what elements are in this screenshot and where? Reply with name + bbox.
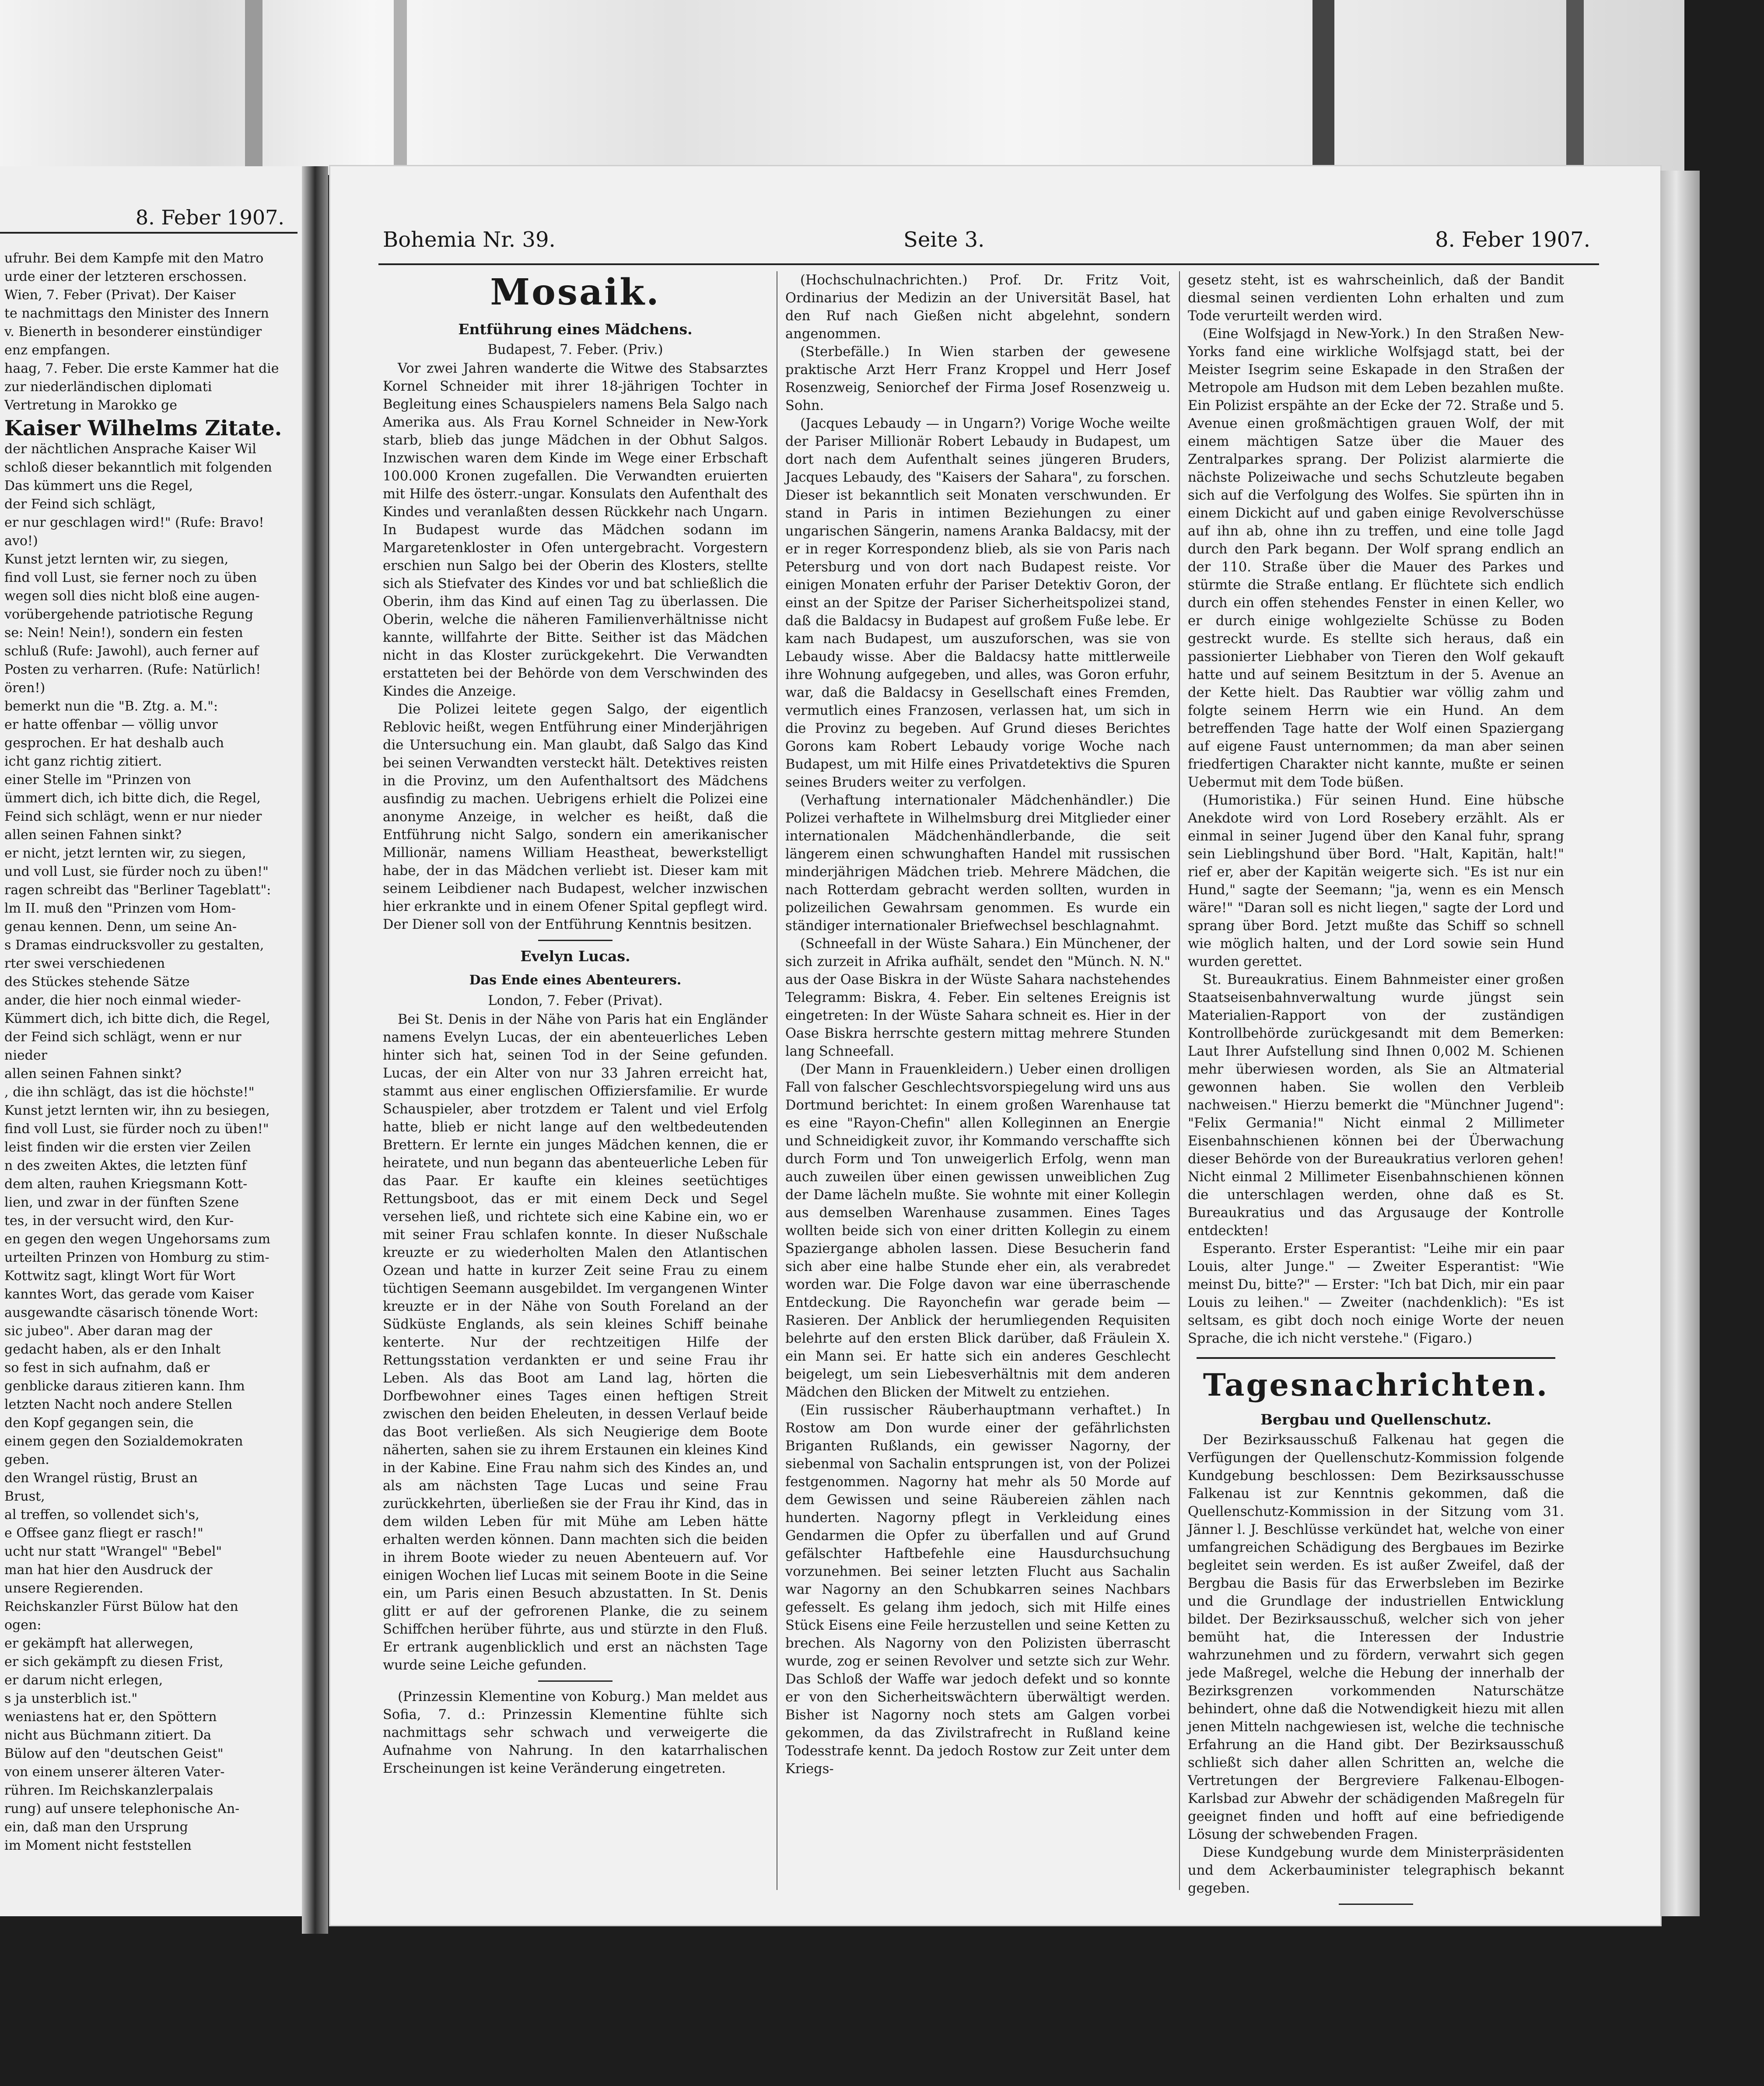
left-page-line: einem gegen den Sozialdemokraten	[4, 1434, 243, 1449]
article-separator	[1339, 1904, 1413, 1905]
left-page-top-lines	[4, 249, 284, 415]
left-page-line: gedacht haben, als er den Inhalt	[4, 1342, 221, 1357]
left-page-line: nicht aus Büchmann zitiert. Da	[4, 1728, 211, 1743]
left-page-line: ausgewandte cäsarisch tönende Wort:	[4, 1305, 259, 1320]
left-page-line: ümmert dich, ich bitte dich, die Regel,	[4, 791, 261, 806]
page-header	[383, 228, 1590, 254]
background-stripe	[1566, 0, 1584, 175]
left-page-line: ein, daß man den Ursprung	[4, 1820, 188, 1835]
article-paragraph: Diese Kundgebung wurde dem Ministerpräsidenten und dem Ackerbauminister telegraphisch bekannt gegeben.	[1188, 1845, 1564, 1896]
left-page-line: s ja unsterblich ist."	[4, 1691, 138, 1706]
left-page-line: er nur geschlagen wird!" (Rufe: Bravo!	[4, 515, 264, 530]
article-heading: Bergbau und Quellenschutz.	[1260, 1411, 1491, 1428]
left-page-line: er gekämpft hat allerwegen,	[4, 1636, 194, 1651]
left-page-line: Reichskanzler Fürst Bülow hat den	[4, 1599, 238, 1614]
left-page-line: rühren. Im Reichskanzlerpalais	[4, 1783, 214, 1798]
left-page-line: gesprochen. Er hat deshalb auch	[4, 735, 224, 751]
left-page-line: letzten Nacht noch andere Stellen	[4, 1397, 233, 1412]
left-page-line: lm II. muß den "Prinzen vom Hom-	[4, 901, 236, 916]
left-facing-page	[0, 166, 315, 1916]
column-3	[1188, 271, 1564, 1911]
section-title-tagesnachrichten: Tagesnachrichten.	[1203, 1367, 1549, 1403]
background-stripe	[394, 0, 407, 175]
left-page-line: te nachmittags den Minister des Innern	[4, 306, 269, 321]
left-page-line: Bülow auf den "deutschen Geist"	[4, 1746, 224, 1761]
left-page-line: der Feind sich schlägt, wenn er nur	[4, 1029, 242, 1045]
left-page-line: sic jubeo". Aber daran mag der	[4, 1323, 212, 1339]
left-page-line: ogen:	[4, 1617, 42, 1633]
left-page-line: en gegen den wegen Ungehorsams zum	[4, 1232, 270, 1247]
article-paragraph: (Humoristika.) Für seinen Hund. Eine hübsche Anekdote wird von Lord Rosebery erzählt. Als er einmal in seiner Jugend über den Kanal fuhr, sprang sein Lieblingshund über Bord. "Halt, Kapitän, halt!" rief er, aber der Kapitän weigerte sich. "Es ist nur ein Hund," sagte der Seemann; "ja, wenn es ein Mensch wäre!" "Daran soll es nicht liegen," sagte der Lord und sprang über Bord. Jetzt mußte das Schiff so schnell wie möglich halten, und der Lord sowie sein Hund wurden gerettet.	[1188, 793, 1564, 970]
article-paragraph: (Der Mann in Frauenkleidern.) Ueber einen drolligen Fall von falscher Geschlechtsvorspiegelung wird uns aus Dortmund berichtet: In einem großen Warenhause tat es eine "Rayon-Chefin" allen Kolleginnen an Energie und Schneidigkeit zuvor, ihr Kommando verschaffte sich durch Form und Ton unweigerlich Erfolg, wenn man auch zuweilen über einen gewissen unweiblichen Zug der Dame lächeln mußte. Sie wohnte mit einer Kollegin aus demselben Warenhause zusammen. Eines Tages wollten beide sich von einer dritten Kollegin zu einem Spaziergange abholen lassen. Diese Besucherin fand sich aber eine halbe Stunde eher ein, als verabredet worden war. Die Folge davon war eine überraschende Entdeckung. Die Rayonchefin war gerade beim — Rasieren. Der Anblick der herumliegenden Requisiten belehrte auf den ersten Blick darüber, daß Fräulein X. ein Mann sei. Er hatte sich ein anderes Geschlecht beigelegt, um sein Liebesverhältnis mit dem anderen Mädchen den Blicken der Mitwelt zu entziehen.	[785, 1062, 1170, 1400]
left-page-line: so fest in sich aufnahm, daß er	[4, 1360, 210, 1376]
left-page-line: er hatte offenbar — völlig unvor	[4, 717, 218, 732]
left-page-line: e Offsee ganz fliegt er rasch!"	[4, 1526, 203, 1541]
left-page-line: schloß dieser bekanntlich mit folgenden	[4, 460, 272, 475]
article-paragraph: (Jacques Lebaudy — in Ungarn?) Vorige Woche weilte der Pariser Millionär Robert Lebaudy in Budapest, um dort nach dem Aufenthalt seines jüngeren Bruders, Jacques Lebaudy, des "Kaisers der Sahara", zu forschen. Dieser ist bekanntlich seit Monaten verschwunden. Er stand in Paris in intimen Beziehungen zu einer ungarischen Sängerin, namens Aranka Baldacsy, mit der er in reger Korrespondenz blieb, als sie von Paris nach Petersburg und von dort nach Budapest reiste. Vor einigen Monaten erfuhr der Pariser Detektiv Goron, der einst an der Spitze der Pariser Sicherheitspolizei stand, daß die Baldacsy in Budapest auf großem Fuße lebe. Er kam nach Budapest, um auszuforschen, was sie von Lebaudy wisse. Aber die Baldacsy hatte mittlerweile ihre Wohnung aufgegeben, und alles, was Goron erfuhr, war, daß die Baldacsy in Gesellschaft eines Fremden, vermutlich eines Franzosen, verlassen hat, um sich in die Provinz zu begeben. Auf Grund dieses Berichtes Gorons kam Robert Lebaudy vorige Woche nach Budapest, um mit Hilfe eines Privatdetektivs die Spuren seines Bruders weiter zu verfolgen.	[785, 416, 1170, 790]
left-page-line: Posten zu verharren. (Rufe: Natürlich!	[4, 662, 261, 677]
left-page-body-lines	[4, 440, 284, 1855]
left-page-line: s Dramas eindrucksvoller zu gestalten,	[4, 938, 264, 953]
article-paragraph: Esperanto. Erster Esperantist: "Leihe mir ein paar Louis, alter Junge." — Zweiter Esperantist: "Wie meinst Du, bitte?" — Erster: "Ich bat Dich, mir ein paar Louis zu leihen." — Zweiter (nachdenklich): "Es ist seltsam, es gibt doch noch einige Worte der neuen Sprache, die ich nicht verstehe." (Figaro.)	[1188, 1241, 1564, 1346]
left-page-line: genblicke daraus zitieren kann. Ihm	[4, 1379, 245, 1394]
left-page-line: haag, 7. Feber. Die erste Kammer hat die	[4, 361, 279, 376]
left-page-line: vorübergehende patriotische Regung	[4, 607, 253, 622]
issue-number: Bohemia Nr. 39.	[383, 228, 556, 252]
left-page-line: kanntes Wort, das gerade vom Kaiser	[4, 1287, 254, 1302]
article-paragraph: Der Bezirksausschuß Falkenau hat gegen die Verfügungen der Quellenschutz-Kommission folgende Kundgebung beschlossen: Dem Bezirksausschusse Falkenau ist zur Kenntnis gekommen, daß die Quellenschutz-Kommission in der Sitzung vom 31. Jänner l. J. Beschlüsse verkündet hat, welche von einer umfangreichen Schädigung des Bergbaues im Bezirke begleitet sein werden. Es ist außer Zweifel, daß der Bergbau die Basis für das Erwerbsleben im Bezirke und die Grundlage der industriellen Entwicklung bildet. Der Bezirksausschuß, welcher sich von jeher bemüht hat, die Interessen der Industrie wahrzunehmen und zu fördern, verwahrt sich gegen jede Maßregel, welche die Hebung der innerhalb der Bezirksgrenzen vorkommenden Naturschätze behindert, ohne daß die Notwendigkeit hiezu mit allen jenen Mitteln nachgewiesen ist, welche die technische Erfahrung an die Hand gibt. Der Bezirksausschuß schließt sich daher allen Schritten an, welche die Vertretungen der Bergreviere Falkenau-Elbogen-Karlsbad zur Abwehr der schädigenden Maßregeln für geeignet finden und hofft auf eine befriedigende Lösung der schwebenden Fragen.	[1188, 1432, 1564, 1842]
left-page-line: v. Bienerth in besonderer einstündiger	[4, 324, 262, 340]
left-page-line: ragen schreibt das "Berliner Tageblatt":	[4, 882, 271, 898]
left-page-line: al treffen, so vollendet sich's,	[4, 1507, 200, 1522]
issue-date: 8. Feber 1907.	[1435, 228, 1590, 252]
page-number: Seite 3.	[903, 228, 985, 252]
header-rule	[378, 263, 1599, 265]
left-page-line: avo!)	[4, 533, 38, 549]
column-2	[785, 271, 1170, 1778]
left-page-line: einer Stelle im "Prinzen von	[4, 772, 191, 788]
left-page-line: lien, und zwar in der fünften Szene	[4, 1195, 239, 1210]
left-page-line: der nächtlichen Ansprache Kaiser Wil	[4, 441, 256, 457]
article-paragraph: (Prinzessin Klementine von Koburg.) Man meldet aus Sofia, 7. d.: Prinzessin Klementine fühlte sich nachmittags sehr schwach und verweigerte die Aufnahme von Nahrung. In den katarrhalischen Erscheinungen ist keine Veränderung eingetreten.	[383, 1689, 768, 1776]
left-page-line: des Stückes stehende Sätze	[4, 974, 190, 990]
left-page-line: ören!)	[4, 680, 46, 696]
article-paragraph: St. Bureaukratius. Einem Bahnmeister einer großen Staatseisenbahnverwaltung wurde jüngst sein Materialien-Rapport von der zuständigen Kontrollbehörde zurückgesandt mit dem Bemerken: Laut Ihrer Aufstellung sind Ihnen 0,002 M. Schienen mehr überwiesen worden, als Sie an Altmaterial gewonnen haben. Sie wollen den Verbleib nachweisen." Hierzu bemerkt die "Münchner Jugend": "Felix Germania!" Nicht einmal 2 Millimeter Eisenbahnschienen können bei der Überwachung dieser Behörde von der Bureaukratius verloren gehen! Nicht einmal 2 Millimeter Eisenbahnschienen können die unterschlagen werden, ohne daß es St. Bureaukratius und das Argusauge der Kontrolle entdeckten!	[1188, 972, 1564, 1239]
left-page-line: tes, in der versucht wird, den Kur-	[4, 1213, 234, 1228]
left-page-line: Kottwitz sagt, klingt Wort für Wort	[4, 1268, 235, 1284]
left-page-line: schluß (Rufe: Jawohl), auch ferner auf	[4, 644, 259, 659]
left-page-line: ufruhr. Bei dem Kampfe mit den Matro	[4, 251, 264, 266]
left-page-date: 8. Feber 1907.	[135, 206, 284, 229]
article-dateline: Budapest, 7. Feber. (Priv.)	[487, 342, 663, 357]
article-paragraph: (Sterbefälle.) In Wien starben der gewesene praktische Arzt Herr Franz Kroppel und Herr Josef Rosenzweig, Seniorchef der Firma Josef Rosenzweig u. Sohn.	[785, 344, 1170, 413]
left-page-line: icht ganz richtig zitiert.	[4, 754, 162, 769]
article-heading: Evelyn Lucas.	[520, 948, 630, 965]
left-page-line: find voll Lust, sie ferner noch zu üben	[4, 570, 257, 585]
left-page-line: und voll Lust, sie fürder noch zu üben!"	[4, 864, 269, 879]
left-page-line: allen seinen Fahnen sinkt?	[4, 1066, 182, 1082]
left-page-line: unsere Regierenden.	[4, 1581, 144, 1596]
article-separator	[538, 1680, 612, 1682]
left-page-line: Vertretung in Marokko ge	[4, 398, 177, 413]
page-edge	[1660, 171, 1700, 1916]
background-stripe	[245, 0, 262, 175]
article-separator	[538, 940, 612, 941]
left-page-line: den Kopf gegangen sein, die	[4, 1415, 194, 1431]
article-paragraph: (Hochschulnachrichten.) Prof. Dr. Fritz Voit, Ordinarius der Medizin an der Universität Basel, hat den Ruf nach Gießen nicht abgelehnt, sondern angenommen.	[785, 273, 1170, 342]
left-page-heading: Kaiser Wilhelms Zitate.	[4, 416, 282, 441]
left-page-line: bemerkt nun die "B. Ztg. a. M.":	[4, 699, 218, 714]
article-heading: Entführung eines Mädchens.	[458, 321, 693, 338]
left-page-line: Wien, 7. Feber (Privat). Der Kaiser	[4, 287, 236, 303]
background-stripe	[1312, 0, 1334, 175]
left-page-line: er sich gekämpft zu diesen Frist,	[4, 1654, 224, 1670]
left-page-line: n des zweiten Aktes, die letzten fünf	[4, 1158, 247, 1173]
left-page-line: weniastens hat er, den Spöttern	[4, 1709, 217, 1725]
article-paragraph: Bei St. Denis in der Nähe von Paris hat ein Engländer namens Evelyn Lucas, der ein abenteuerliches Leben hinter sich hat, seinen Tod in der Seine gefunden. Lucas, der ein Alter von nur 33 Jahren erreicht hat, stammt aus einer englischen Offiziersfamilie. Er wurde Schauspieler, aber trotzdem er Talent und viel Erfolg hatte, blieb er nicht lange auf den weltbedeutenden Brettern. Er lernte ein junges Mädchen kennen, die er heiratete, und nun begann das abenteuerliche Leben für das Paar. Er kaufte ein kleines seetüchtiges Rettungsboot, das er mit einem Deck und Segel versehen ließ, und richtete sich eine Kabine ein, wo er mit seiner Frau schlafen konnte. In dieser Nußschale kreuzte er zu wiederholten Malen den Atlantischen Ozean und hatte in kurzer Zeit seine Frau zu einem tüchtigen Seemann ausgebildet. Im vergangenen Winter kreuzte er in der Nähe von South Foreland an der Südküste Englands, als sein kleines Schiff beinahe kenterte. Nur der rechtzeitigen Hilfe der Rettungsstation verdankten er und seine Frau ihr Leben. Als das Boot am Land lag, hörten die Dorfbewohner eines Tages einen heftigen Streit zwischen den beiden Eheleuten, in dessen Verlauf beide das Boot verließen. Als sich Neugierige dem Boote näherten, sahen sie zu ihrem Erstaunen ein kleines Kind in der Kabine. Eine Frau nahm sich des Kindes an, und als am nächsten Tage Lucas und seine Frau zurückkehrten, überließen sie der Frau ihr Kind, das in dem wilden Leben für mit Mühe am Leben hätte erhalten werden können. Dann machten sich die beiden in ihrem Boote wieder zu neuen Abenteuern auf. Vor einigen Wochen lief Lucas mit seinem Boote in die Seine ein, um Paris einen Besuch abzustatten. In St. Denis glitt er auf der gefrorenen Planke, die zu seinem Schiffchen herüber führte, aus und stürzte in den Fluß. Er ertrank augenblicklich und erst an nächsten Tage wurde seine Leiche gefunden.	[383, 1012, 768, 1673]
article-paragraph: (Eine Wolfsjagd in New-York.) In den Straßen New-Yorks fand eine wirkliche Wolfsjagd statt, bei der Meister Isegrim seine Eskapade in den Straßen der Metropole am Hudson mit dem Leben bezahlen mußte. Ein Polizist erspähte an der Ecke der 72. Straße und 5. Avenue einen großmächtigen grauen Wolf, der mit einem mächtigen Satze über die Mauer des Zentralparkes sprang. Der Polizist alarmierte die nächste Polizeiwache und sechs Schutzleute begaben sich auf die Verfolgung des Wolfes. Sie spürten ihn in einem Dickicht auf und gaben einige Revolverschüsse auf ihn ab, ohne ihn zu treffen, und eine tolle Jagd durch den Park begann. Der Wolf sprang endlich an der 110. Straße über die Mauer des Parkes und stürmte die Straße entlang. Er flüchtete sich endlich durch ein offen stehendes Fenster in einen Keller, wo er durch einige wohlgezielte Schüsse zu Boden gestreckt wurde. Es stellte sich heraus, daß ein passionierter Liebhaber von Tieren den Wolf gekauft hatte und auf seinem Besitztum in der 5. Avenue an der Kette hielt. Das Raubtier war völlig zahm und folgte seinem Herrn wie ein Hund. An dem betreffenden Tage hatte der Wolf einen Spaziergang auf eigene Faust unternommen; da man aber seinen friedfertigen Charakter nicht kannte, mußte er seinen Uebermut mit dem Tode büßen.	[1188, 326, 1564, 790]
section-rule	[1197, 1357, 1555, 1359]
left-page-line: im Moment nicht feststellen	[4, 1838, 192, 1853]
left-page-line: , die ihn schlägt, das ist die höchste!"	[4, 1085, 255, 1100]
left-page-line: find voll Lust, sie fürder noch zu üben!"	[4, 1121, 269, 1137]
left-page-line: geben.	[4, 1452, 49, 1467]
left-page-header-rule	[0, 232, 298, 234]
left-page-line: rung) auf unsere telephonische An-	[4, 1801, 240, 1816]
article-paragraph: Vor zwei Jahren wanderte die Witwe des Stabsarztes Kornel Schneider mit ihrer 18-jährigen Tochter in Begleitung eines Schauspielers namens Bela Salgo nach Amerika aus. Als Frau Kornel Schneider in New-York starb, blieb das junge Mädchen in der Obhut Salgos. Inzwischen waren dem Kinde im Wege einer Erbschaft 100.000 Kronen zugefallen. Die Verwandten eruierten mit Hilfe des österr.-ungar. Konsulats den Aufenthalt des Kindes und veranlaßten dessen Rückkehr nach Ungarn. In Budapest wurde das Mädchen sodann im Margaretenkloster in Ofen untergebracht. Vorgestern erschien nun Salgo bei der Oberin des Klosters, stellte sich als Stiefvater des Kindes vor und bat schließlich die Oberin, ihm das Kind auf einen Tag zu überlassen. Die Oberin, welche die näheren Familienverhältnisse nicht kannte, willfahrte der Bitte. Seither ist das Mädchen nicht in das Kloster zurückgekehrt. Die Verwandten erstatteten bei der Behörde von dem Verschwinden des Kindes die Anzeige.	[383, 361, 768, 699]
article-dateline: London, 7. Feber (Privat).	[488, 993, 663, 1008]
left-page-line: se: Nein! Nein!), sondern ein festen	[4, 625, 243, 640]
left-page-line: Feind sich schlägt, wenn er nur nieder	[4, 809, 262, 824]
left-page-line: er darum nicht erlegen,	[4, 1673, 163, 1688]
left-page-line: zur niederländischen diplomati	[4, 379, 212, 395]
column-1	[383, 271, 768, 1778]
left-page-line: genau kennen. Denn, um seine An-	[4, 919, 237, 934]
left-page-line: dem alten, rauhen Kriegsmann Kott-	[4, 1176, 248, 1192]
left-page-line: den Wrangel rüstig, Brust an	[4, 1470, 198, 1486]
left-page-line: er nicht, jetzt lernten wir, zu siegen,	[4, 846, 246, 861]
left-page-line: Brust,	[4, 1489, 45, 1504]
left-page-line: leist finden wir die ersten vier Zeilen	[4, 1140, 251, 1155]
left-page-line: wegen soll dies nicht bloß eine augen-	[4, 588, 260, 604]
article-paragraph: Die Polizei leitete gegen Salgo, der eigentlich Reblovic heißt, wegen Entführung einer Minderjährigen die Untersuchung ein. Man glaubt, daß Salgo das Kind bei seinen Verwandten versteckt hält. Detektives reisten in die Provinz, um den Aufenthaltsort des Mädchens ausfindig zu machen. Uebrigens erhielt die Polizei eine anonyme Anzeige, in welcher es heißt, daß die Entführung nicht Salgo, sondern ein amerikanischer Millionär, namens William Heastheat, bewerkstelligt habe, der in das Mädchen verliebt ist. Dieser kam mit seinem Leibdiener nach Budapest, welcher inzwischen hier erkrankte und in einem Ofener Spital gepflegt wird. Der Diener soll von der Entführung Kenntnis besitzen.	[383, 702, 768, 932]
left-page-line: enz empfangen.	[4, 343, 110, 358]
book-spine	[302, 166, 328, 1934]
column-rule	[1179, 271, 1180, 1890]
left-page-line: urteilten Prinzen von Homburg zu stim-	[4, 1250, 270, 1265]
left-page-line: man hat hier den Ausdruck der	[4, 1562, 213, 1578]
left-page-line: allen seinen Fahnen sinkt?	[4, 827, 182, 843]
newspaper-page	[330, 166, 1660, 1925]
left-page-line: ucht nur statt "Wrangel" "Bebel"	[4, 1544, 222, 1559]
left-page-line: nieder	[4, 1048, 47, 1063]
left-page-line: von einem unserer älteren Vater-	[4, 1764, 225, 1780]
section-title-mosaik: Mosaik.	[490, 271, 661, 313]
left-page-line: ander, die hier noch einmal wieder-	[4, 993, 241, 1008]
left-page-column	[4, 249, 284, 1855]
left-page-line: Kunst jetzt lernten wir, ihn zu besiegen,	[4, 1103, 270, 1118]
left-page-line: urde einer der letzteren erschossen.	[4, 269, 247, 284]
article-paragraph: (Ein russischer Räuberhauptmann verhaftet.) In Rostow am Don wurde einer der gefährlichsten Briganten Rußlands, ein gewisser Nagorny, der siebenmal von Sachalin entsprungen ist, von der Polizei festgenommen. Nagorny hat mehr als 50 Morde auf dem Gewissen und seine Räubereien zählen nach hunderten. Nagorny pflegt in Verkleidung eines Gendarmen die Opfer zu überfallen und auf Grund gefälschter Haftbefehle eine Hausdurchsuchung vorzunehmen. Bei seiner letzten Flucht aus Sachalin war Nagorny an den Schubkarren seines Nachbars gefesselt. Es gelang ihm jedoch, sich mit Hilfe eines Stück Eisens eine Feile herzustellen und seine Ketten zu brechen. Als Nagorny von den Polizisten überrascht wurde, zog er seinen Revolver und setzte sich zur Wehr. Das Schloß der Waffe war jedoch defekt und so konnte er von den Sicherheitswächtern überwältigt werden. Bisher ist Nagorny noch stets am Galgen vorbei gekommen, da das Zivilstrafrecht in Rußland keine Todesstrafe kennt. Da jedoch Rostow zur Zeit unter dem Kriegs-	[785, 1403, 1170, 1777]
article-subheading: Das Ende eines Abenteurers.	[469, 973, 682, 988]
left-page-line: der Feind sich schlägt,	[4, 497, 156, 512]
article-paragraph: gesetz steht, ist es wahrscheinlich, daß der Bandit diesmal seinen verdienten Lohn erhalten und zum Tode verurteilt werden wird.	[1188, 273, 1564, 324]
left-page-line: Das kümmert uns die Regel,	[4, 478, 193, 494]
left-page-line: rter swei verschiedenen	[4, 956, 165, 971]
article-paragraph: (Schneefall in der Wüste Sahara.) Ein Münchener, der sich zurzeit in Afrika aufhält, sendet den "Münch. N. N." aus der Oase Biskra in der Wüste Sahara nachstehendes Telegramm: Biskra, 4. Feber. Ein seltenes Ereignis ist eingetreten: In der Wüste Sahara schneit es. Hier in der Oase Biskra herrschte gestern mittag mehrere Stunden lang Schneefall.	[785, 936, 1170, 1059]
left-page-line: Kunst jetzt lernten wir, zu siegen,	[4, 552, 229, 567]
left-page-line: Kümmert dich, ich bitte dich, die Regel,	[4, 1011, 270, 1026]
article-paragraph: (Verhaftung internationaler Mädchenhändler.) Die Polizei verhaftete in Wilhelmsburg drei Mitglieder einer internationalen Mädchenhändlerbande, die seit längerem einen schwunghaften Handel mit russischen minderjährigen Mädchen trieb. Mehrere Mädchen, die nach Rotterdam gebracht werden sollten, wurden in polizeilichen Gewahrsam genommen. Es wurde ein ständiger internationaler Briefwechsel beschlagnahmt.	[785, 793, 1170, 934]
